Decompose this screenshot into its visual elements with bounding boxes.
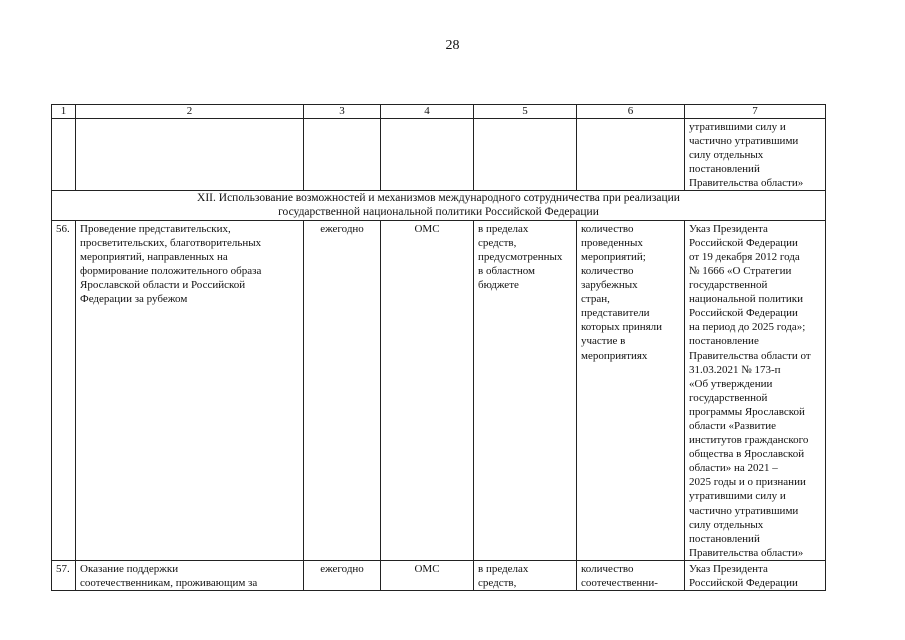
basis-line: общества в Ярославской — [689, 448, 805, 461]
basis-line: области «Развитие — [689, 419, 777, 432]
basis-line: области» на 2021 – — [689, 462, 778, 475]
basis-line: частично утратившими — [689, 504, 799, 517]
measure-name-line: Ярославской области и Российской — [80, 279, 246, 292]
basis-line: силу отдельных — [689, 518, 764, 531]
basis-line: утратившими силу и — [689, 490, 786, 503]
basis-line: постановлений — [689, 163, 760, 176]
measure-name-line: Проведение представительских, — [80, 222, 231, 235]
indicator-cell — [577, 220, 685, 560]
indicator-line: количество — [581, 562, 634, 575]
funding-cell — [474, 560, 577, 590]
indicator-line: которых приняли — [581, 321, 663, 334]
basis-line: институтов гражданского — [689, 434, 809, 447]
measure-name-cell — [76, 220, 304, 560]
table-row-56 — [52, 220, 826, 560]
basis-line: от 19 декабря 2012 года — [689, 250, 800, 263]
empty-cell — [52, 119, 76, 191]
basis-line: Указ Президента — [689, 562, 768, 575]
measure-name-line: формирование положительного образа — [80, 264, 262, 277]
indicator-line: количество — [581, 264, 634, 277]
basis-line: Правительства области от — [689, 349, 811, 362]
column-number-3: 3 — [304, 105, 381, 119]
funding-line: в областном — [478, 264, 535, 277]
measure-name-line: мероприятий, направленных на — [80, 250, 228, 263]
basis-line: 2025 годы и о признании — [689, 476, 806, 489]
measure-name-line: соотечественникам, проживающим за — [80, 577, 258, 589]
funding-line: в пределах — [478, 562, 529, 575]
indicator-cell — [577, 560, 685, 590]
basis-line: «Об утверждении — [689, 377, 773, 390]
funding-line: предусмотренных — [478, 250, 563, 263]
indicator-line: зарубежных — [581, 279, 638, 292]
empty-cell — [474, 119, 577, 191]
row-number: 56. — [52, 220, 76, 560]
indicator-line: мероприятий; — [581, 250, 646, 263]
empty-cell — [577, 119, 685, 191]
measure-name-line: Оказание поддержки — [80, 562, 179, 575]
indicator-line: соотечественни- — [581, 577, 658, 589]
indicator-line: представители — [581, 307, 650, 320]
basis-line: частично утратившими — [689, 135, 799, 148]
table-row-57 — [52, 560, 826, 590]
indicator-line: проведенных — [581, 236, 643, 249]
indicator-line: участие в — [581, 335, 626, 348]
indicator-line: количество — [581, 222, 634, 235]
executor-cell: ОМС — [381, 220, 474, 560]
funding-line: средств, — [478, 236, 517, 249]
column-number-6: 6 — [577, 105, 685, 119]
basis-line: утратившими силу и — [689, 121, 786, 133]
section-heading-line: государственной национальной политики Российской Федерации — [278, 206, 599, 219]
basis-line: Правительства области» — [689, 177, 804, 190]
column-number-1: 1 — [52, 105, 76, 119]
page-number: 28 — [445, 38, 460, 53]
basis-line: программы Ярославской — [689, 405, 805, 418]
continuation-basis-cell — [685, 119, 826, 191]
column-number-2: 2 — [76, 105, 304, 119]
measure-name-line: Федерации за рубежом — [80, 293, 188, 306]
empty-cell — [304, 119, 381, 191]
basis-line: государственной — [689, 279, 768, 292]
basis-line: Российской Федерации — [689, 307, 798, 320]
column-number-row — [52, 105, 826, 119]
basis-line: национальной политики — [689, 293, 803, 306]
column-number-5: 5 — [474, 105, 577, 119]
column-number-4: 4 — [381, 105, 474, 119]
funding-line: средств, — [478, 577, 517, 589]
basis-cell — [685, 560, 826, 590]
basis-cell — [685, 220, 826, 560]
funding-line: в пределах — [478, 222, 529, 235]
basis-line: на период до 2025 года»; — [689, 321, 806, 334]
section-heading-line: XII. Использование возможностей и механизмов международного сотрудничества при реализации — [197, 192, 680, 205]
basis-line: Российской Федерации — [689, 236, 798, 249]
section-heading — [52, 191, 826, 220]
indicator-line: мероприятиях — [581, 349, 648, 362]
term-cell: ежегодно — [304, 560, 381, 590]
basis-line: Правительства области» — [689, 546, 804, 559]
measures-table — [51, 104, 826, 591]
basis-line: 31.03.2021 № 173-п — [689, 363, 781, 376]
empty-cell — [76, 119, 304, 191]
basis-line: постановление — [689, 335, 759, 348]
executor-cell: ОМС — [381, 560, 474, 590]
basis-line: № 1666 «О Стратегии — [689, 264, 792, 277]
continuation-row — [52, 119, 826, 191]
funding-cell — [474, 220, 577, 560]
indicator-line: стран, — [581, 293, 610, 306]
basis-line: Указ Президента — [689, 222, 768, 235]
term-cell: ежегодно — [304, 220, 381, 560]
basis-line: Российской Федерации — [689, 577, 798, 589]
column-number-7: 7 — [685, 105, 826, 119]
funding-line: бюджете — [478, 279, 519, 292]
section-heading-row — [52, 191, 826, 220]
basis-line: государственной — [689, 391, 768, 404]
row-number: 57. — [52, 560, 76, 590]
basis-line: силу отдельных — [689, 149, 764, 162]
empty-cell — [381, 119, 474, 191]
basis-line: постановлений — [689, 532, 760, 545]
measure-name-line: просветительских, благотворительных — [80, 236, 262, 249]
measure-name-cell — [76, 560, 304, 590]
